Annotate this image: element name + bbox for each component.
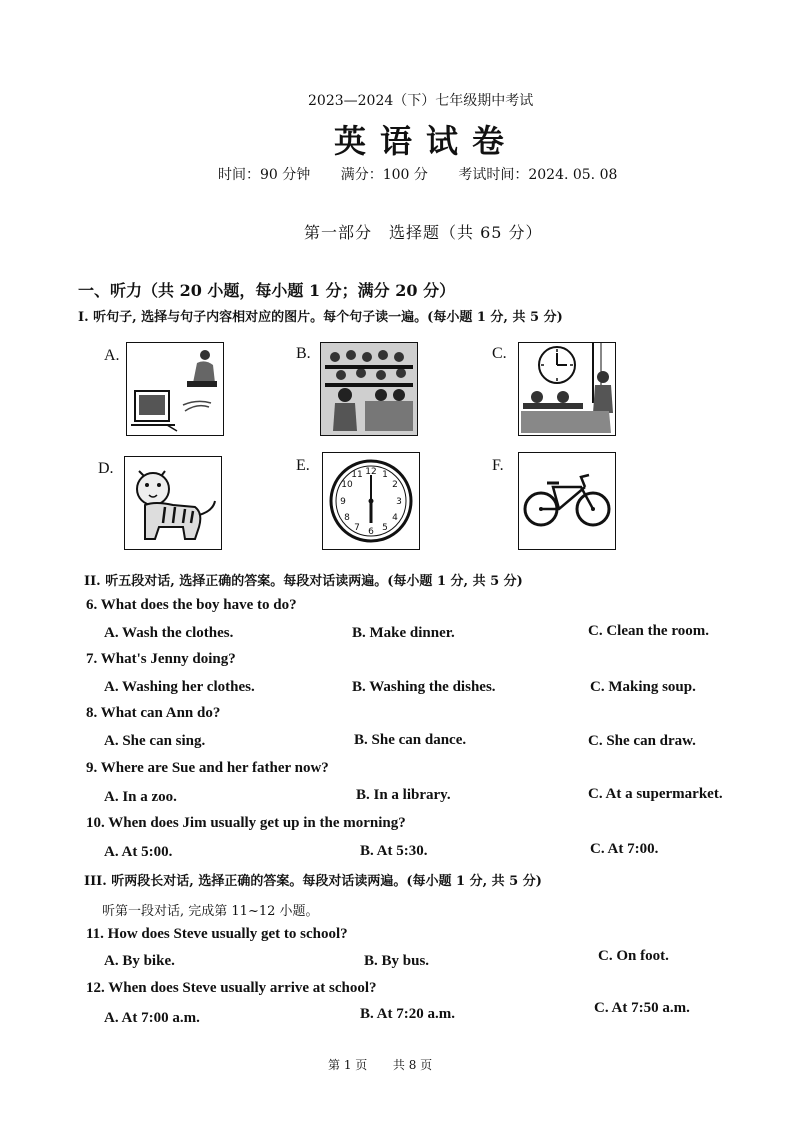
svg-text:4: 4 [392,513,398,523]
question-9-option-a[interactable]: A. In a zoo. [104,789,177,805]
question-7-option-a[interactable]: A. Washing her clothes. [104,679,255,695]
question-8-option-b[interactable]: B. She can dance. [354,732,467,748]
question-9-option-b[interactable]: B. In a library. [356,787,451,803]
section3-sub-instruction: 听第一段对话, 完成第 11~12 小题。 [102,904,319,919]
question-12: 12. When does Steve usually arrive at school? [86,980,377,996]
question-10: 10. When does Jim usually get up in the morning? [86,815,406,831]
picture-c-classroom-clock [518,342,616,436]
question-7-option-b[interactable]: B. Washing the dishes. [352,679,496,695]
section1-instruction: I. 听句子, 选择与句子内容相对应的图片。每个句子读一遍。(每小题 1 分, 共 5 分) [78,310,563,325]
svg-text:5: 5 [382,523,388,533]
question-11-option-b[interactable]: B. By bus. [364,953,430,969]
picture-label-f: F. [492,457,504,474]
full-score: 满分：100 分 [340,167,428,183]
picture-label-a: A. [104,347,120,364]
question-8: 8. What can Ann do? [86,705,221,721]
svg-text:2: 2 [392,480,398,490]
exam-line: 2023—2024（下）七年级期中考试 [308,93,534,109]
question-10-option-c[interactable]: C. At 7:00. [590,841,659,857]
svg-text:7: 7 [354,523,360,533]
picture-b-classroom [320,342,418,436]
picture-label-c: C. [492,345,507,362]
page-total: 共 8 页 [392,1058,433,1072]
svg-text:3: 3 [396,497,402,507]
question-6-option-b[interactable]: B. Make dinner. [352,625,455,641]
question-11: 11. How does Steve usually get to school? [86,926,348,942]
svg-text:1: 1 [382,470,388,480]
page-footer [328,1056,432,1073]
exam-time: 时间：90 分钟 [218,167,311,183]
svg-text:12: 12 [365,467,377,477]
picture-a-computer-reading [126,342,224,436]
page-title: 英语试卷 [334,122,519,160]
picture-f-bicycle [518,452,616,550]
svg-text:10: 10 [341,480,353,490]
exam-date: 考试时间：2024. 05. 08 [458,167,618,183]
svg-text:8: 8 [344,513,350,523]
picture-d-tiger [124,456,222,550]
svg-text:11: 11 [351,470,363,480]
question-10-option-b[interactable]: B. At 5:30. [360,843,428,859]
question-6-option-a[interactable]: A. Wash the clothes. [104,625,234,641]
question-7: 7. What's Jenny doing? [86,651,236,667]
listening-title: 一、听力（共 20 小题，每小题 1 分；满分 20 分） [78,281,456,300]
picture-label-d: D. [98,460,114,477]
page-number: 第 1 页 [328,1058,368,1072]
question-12-option-b[interactable]: B. At 7:20 a.m. [360,1006,455,1022]
question-9-option-c[interactable]: C. At a supermarket. [588,786,723,802]
part-one-title: 第一部分 选择题（共 65 分） [304,223,543,242]
question-6: 6. What does the boy have to do? [86,597,297,613]
question-6-option-c[interactable]: C. Clean the room. [588,623,709,639]
question-8-option-a[interactable]: A. She can sing. [104,733,206,749]
section3-instruction: III. 听两段长对话, 选择正确的答案。每段对话读两遍。(每小题 1 分, 共 5 分) [84,874,542,889]
picture-label-e: E. [296,457,310,474]
question-9: 9. Where are Sue and her father now? [86,760,329,776]
section2-instruction: II. 听五段对话, 选择正确的答案。每段对话读两遍。(每小题 1 分, 共 5 分) [84,574,523,589]
question-8-option-c[interactable]: C. She can draw. [588,733,696,749]
picture-label-b: B. [296,345,311,362]
exam-meta [218,164,617,184]
question-12-option-a[interactable]: A. At 7:00 a.m. [104,1010,200,1026]
picture-e-clock-six [322,452,420,550]
question-11-option-c[interactable]: C. On foot. [598,948,669,964]
svg-text:9: 9 [340,497,346,507]
question-10-option-a[interactable]: A. At 5:00. [104,844,173,860]
question-12-option-c[interactable]: C. At 7:50 a.m. [594,1000,690,1016]
question-11-option-a[interactable]: A. By bike. [104,953,175,969]
svg-text:6: 6 [368,527,374,537]
question-7-option-c[interactable]: C. Making soup. [590,679,696,695]
